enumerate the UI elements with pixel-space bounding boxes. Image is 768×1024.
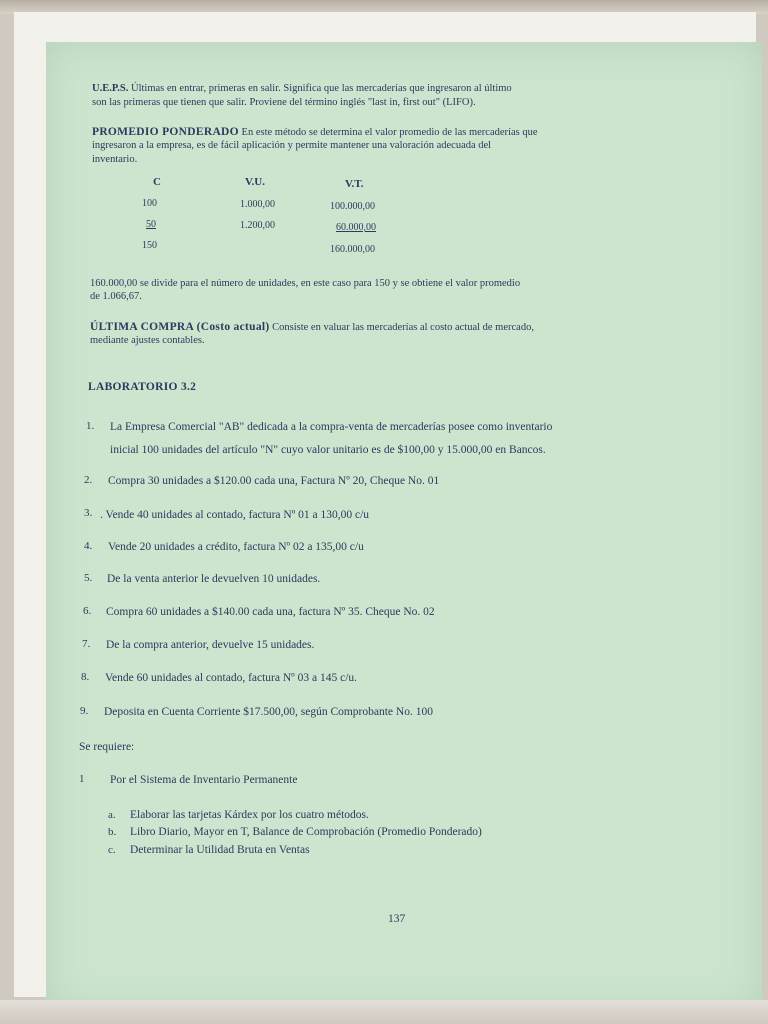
table-header-vt: V.T. [345,178,364,190]
ueps-line1: U.E.P.S. Últimas en entrar, primeras en salir. Significa que las mercaderías que ingresaron al último [92,83,512,94]
table-cell: 160.000,00 [330,244,375,255]
item-number: 2. [84,474,93,486]
promedio-line1: PROMEDIO PONDERADO En este método se determina el valor promedio de las mercaderías que [92,126,538,138]
sub-item: Elaborar las tarjetas Kárdex por los cuatro métodos. [130,809,369,821]
list-item: Deposita en Cuenta Corriente $17.500,00, según Comprobante No. 100 [104,706,433,718]
table-cell: 60.000,00 [336,222,376,233]
sub-item: Libro Diario, Mayor en T, Balance de Comprobación (Promedio Ponderado) [130,826,482,838]
list-item: De la compra anterior, devuelve 15 unidades. [106,639,315,651]
page-number: 137 [388,913,406,925]
item-number: 6. [83,605,92,617]
promedio-note-line1: 160.000,00 se divide para el número de unidades, en este caso para 150 y se obtiene el valor promedio [90,278,521,289]
ueps-term: U.E.P.S. [92,83,129,94]
ultima-line2: mediante ajustes contables. [90,335,205,346]
item-number: 3. [84,507,93,519]
promedio-term: PROMEDIO PONDERADO [92,126,239,138]
list-item: Compra 60 unidades a $140.00 cada una, factura Nº 35. Cheque No. 02 [106,606,435,618]
sub-item-letter: b. [108,826,117,838]
ultima-line1: ÚLTIMA COMPRA (Costo actual) Consiste en valuar las mercaderías al costo actual de mercado, [90,321,534,333]
table-cell: 100 [142,198,157,209]
ueps-line2: son las primeras que tienen que salir. Proviene del término inglés "last in, first out" (LIFO). [92,97,476,108]
item-number: 9. [80,705,89,717]
requirement-number: 1 [79,773,85,785]
list-item: Vende 20 unidades a crédito, factura Nº 02 a 135,00 c/u [108,541,364,553]
promedio-line2: ingresaron a la empresa, es de fácil aplicación y permite mantener una valoración adecuada del [92,140,492,151]
item-number: 8. [81,671,90,683]
table-cell: 150 [142,240,157,251]
promedio-note-line2: de 1.066,67. [90,291,142,302]
lab-title: LABORATORIO 3.2 [88,381,197,393]
table-cell: 100.000,00 [330,201,375,212]
ultima-term: ÚLTIMA COMPRA (Costo actual) [90,321,270,333]
list-item: De la venta anterior le devuelven 10 unidades. [107,573,321,585]
table-cell: 50 [146,219,156,230]
item-number: 4. [84,540,93,552]
sub-item-letter: a. [108,809,116,821]
photo-backdrop-bottom [0,1000,768,1024]
sub-item: Determinar la Utilidad Bruta en Ventas [130,844,310,856]
list-item: La Empresa Comercial "AB" dedicada a la compra-venta de mercaderías posee como inventario [110,421,553,433]
promedio-line3: inventario. [92,154,138,165]
item-number: 5. [84,572,93,584]
sub-item-letter: c. [108,844,116,856]
table-cell: 1.200,00 [240,220,275,231]
list-item: Vende 60 unidades al contado, factura Nº 03 a 145 c/u. [105,672,358,684]
table-header-vu: V.U. [245,176,265,188]
se-requiere: Se requiere: [79,741,135,753]
item-number: 1. [86,420,95,432]
list-item: Compra 30 unidades a $120.00 cada una, Factura Nº 20, Cheque No. 01 [108,475,440,487]
table-cell: 1.000,00 [240,199,275,210]
item-number: 7. [82,638,91,650]
requirement-title: Por el Sistema de Inventario Permanente [110,774,298,786]
list-item-continuation: inicial 100 unidades del artículo "N" cuyo valor unitario es de $100,00 y 15.000,00 en Bancos. [110,444,546,456]
list-item: . Vende 40 unidades al contado, factura Nº 01 a 130,00 c/u [100,509,370,521]
table-header-c: C [153,176,161,188]
